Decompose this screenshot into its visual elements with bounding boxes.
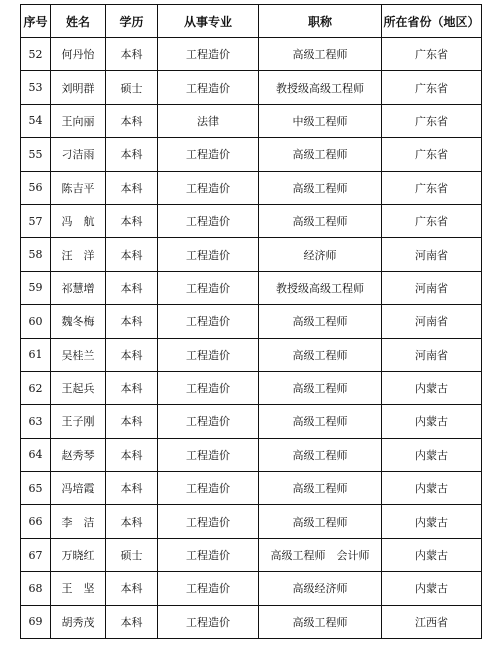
cell-index: 59	[21, 271, 51, 304]
cell-name: 魏冬梅	[51, 305, 106, 338]
cell-major: 工程造价	[158, 38, 259, 71]
cell-name: 赵秀琴	[51, 438, 106, 471]
cell-education: 本科	[106, 472, 158, 505]
cell-education: 本科	[106, 171, 158, 204]
cell-province: 内蒙古	[382, 405, 482, 438]
cell-index: 63	[21, 405, 51, 438]
cell-province: 内蒙古	[382, 538, 482, 571]
cell-index: 62	[21, 371, 51, 404]
cell-province: 河南省	[382, 305, 482, 338]
cell-education: 本科	[106, 605, 158, 638]
cell-education: 本科	[106, 104, 158, 137]
cell-education: 本科	[106, 204, 158, 237]
cell-name: 刘明群	[51, 71, 106, 104]
cell-name: 冯培霞	[51, 472, 106, 505]
cell-index: 66	[21, 505, 51, 538]
table-row	[21, 605, 482, 638]
table-row	[21, 38, 482, 71]
cell-province: 广东省	[382, 171, 482, 204]
cell-major: 工程造价	[158, 605, 259, 638]
cell-index: 57	[21, 204, 51, 237]
cell-education: 本科	[106, 572, 158, 605]
cell-index: 56	[21, 171, 51, 204]
cell-education: 本科	[106, 505, 158, 538]
cell-province: 广东省	[382, 104, 482, 137]
cell-name: 万晓红	[51, 538, 106, 571]
cell-province: 广东省	[382, 204, 482, 237]
header-index: 序号	[21, 5, 51, 38]
table-body	[21, 38, 482, 639]
cell-title: 高级工程师	[259, 605, 382, 638]
cell-education: 本科	[106, 271, 158, 304]
table-row	[21, 271, 482, 304]
cell-title: 高级工程师	[259, 204, 382, 237]
cell-major: 工程造价	[158, 438, 259, 471]
cell-index: 58	[21, 238, 51, 271]
table-row	[21, 438, 482, 471]
header-education: 学历	[106, 5, 158, 38]
cell-education: 本科	[106, 305, 158, 338]
table-row	[21, 538, 482, 571]
cell-major: 工程造价	[158, 238, 259, 271]
cell-name: 王向丽	[51, 104, 106, 137]
cell-education: 本科	[106, 38, 158, 71]
header-title: 职称	[259, 5, 382, 38]
cell-title: 经济师	[259, 238, 382, 271]
cell-education: 本科	[106, 438, 158, 471]
table-row	[21, 204, 482, 237]
cell-education: 硕士	[106, 538, 158, 571]
cell-title: 中级工程师	[259, 104, 382, 137]
cell-title: 教授级高级工程师	[259, 271, 382, 304]
table-row	[21, 338, 482, 371]
cell-major: 工程造价	[158, 371, 259, 404]
cell-name: 陈吉平	[51, 171, 106, 204]
cell-index: 67	[21, 538, 51, 571]
table-row	[21, 71, 482, 104]
cell-province: 内蒙古	[382, 438, 482, 471]
cell-education: 本科	[106, 371, 158, 404]
cell-province: 内蒙古	[382, 371, 482, 404]
cell-title: 高级工程师	[259, 371, 382, 404]
cell-name: 何丹怡	[51, 38, 106, 71]
cell-name: 吴桂兰	[51, 338, 106, 371]
cell-name: 王 坚	[51, 572, 106, 605]
cell-title: 高级工程师	[259, 405, 382, 438]
table-row	[21, 405, 482, 438]
cell-education: 本科	[106, 138, 158, 171]
cell-province: 广东省	[382, 138, 482, 171]
cell-index: 61	[21, 338, 51, 371]
cell-index: 54	[21, 104, 51, 137]
cell-title: 高级工程师	[259, 338, 382, 371]
cell-name: 冯 航	[51, 204, 106, 237]
table-header-row	[21, 5, 482, 38]
cell-title: 高级经济师	[259, 572, 382, 605]
cell-province: 广东省	[382, 38, 482, 71]
table-row	[21, 505, 482, 538]
cell-major: 工程造价	[158, 138, 259, 171]
cell-major: 工程造价	[158, 204, 259, 237]
table-row	[21, 171, 482, 204]
cell-name: 李 洁	[51, 505, 106, 538]
table-row	[21, 238, 482, 271]
header-province: 所在省份（地区）	[382, 5, 482, 38]
cell-title: 高级工程师	[259, 472, 382, 505]
cell-index: 64	[21, 438, 51, 471]
cell-major: 工程造价	[158, 171, 259, 204]
cell-province: 内蒙古	[382, 472, 482, 505]
cell-index: 53	[21, 71, 51, 104]
cell-major: 工程造价	[158, 405, 259, 438]
header-name: 姓名	[51, 5, 106, 38]
cell-major: 工程造价	[158, 505, 259, 538]
cell-education: 本科	[106, 338, 158, 371]
cell-province: 河南省	[382, 338, 482, 371]
cell-major: 法律	[158, 104, 259, 137]
table-row	[21, 572, 482, 605]
cell-major: 工程造价	[158, 472, 259, 505]
cell-province: 内蒙古	[382, 572, 482, 605]
cell-province: 广东省	[382, 71, 482, 104]
cell-major: 工程造价	[158, 572, 259, 605]
table-row	[21, 138, 482, 171]
cell-province: 江西省	[382, 605, 482, 638]
cell-province: 河南省	[382, 238, 482, 271]
cell-index: 60	[21, 305, 51, 338]
cell-title: 高级工程师	[259, 438, 382, 471]
cell-major: 工程造价	[158, 338, 259, 371]
cell-major: 工程造价	[158, 71, 259, 104]
cell-title: 高级工程师	[259, 305, 382, 338]
cell-title: 高级工程师	[259, 138, 382, 171]
cell-name: 刁洁雨	[51, 138, 106, 171]
cell-major: 工程造价	[158, 305, 259, 338]
table-row	[21, 371, 482, 404]
cell-education: 本科	[106, 238, 158, 271]
cell-province: 河南省	[382, 271, 482, 304]
table-row	[21, 104, 482, 137]
cell-name: 汪 洋	[51, 238, 106, 271]
cell-index: 65	[21, 472, 51, 505]
table-row	[21, 305, 482, 338]
cell-index: 68	[21, 572, 51, 605]
table-row	[21, 472, 482, 505]
cell-title: 高级工程师	[259, 38, 382, 71]
cell-title: 高级工程师	[259, 171, 382, 204]
cell-education: 本科	[106, 405, 158, 438]
cell-index: 52	[21, 38, 51, 71]
cell-major: 工程造价	[158, 538, 259, 571]
cell-title: 高级工程师 会计师	[259, 538, 382, 571]
header-major: 从事专业	[158, 5, 259, 38]
cell-name: 胡秀茂	[51, 605, 106, 638]
cell-index: 69	[21, 605, 51, 638]
cell-title: 教授级高级工程师	[259, 71, 382, 104]
cell-index: 55	[21, 138, 51, 171]
cell-title: 高级工程师	[259, 505, 382, 538]
cell-major: 工程造价	[158, 271, 259, 304]
cell-province: 内蒙古	[382, 505, 482, 538]
personnel-table	[20, 4, 482, 639]
cell-name: 王起兵	[51, 371, 106, 404]
cell-name: 王子刚	[51, 405, 106, 438]
cell-name: 祁慧增	[51, 271, 106, 304]
cell-education: 硕士	[106, 71, 158, 104]
